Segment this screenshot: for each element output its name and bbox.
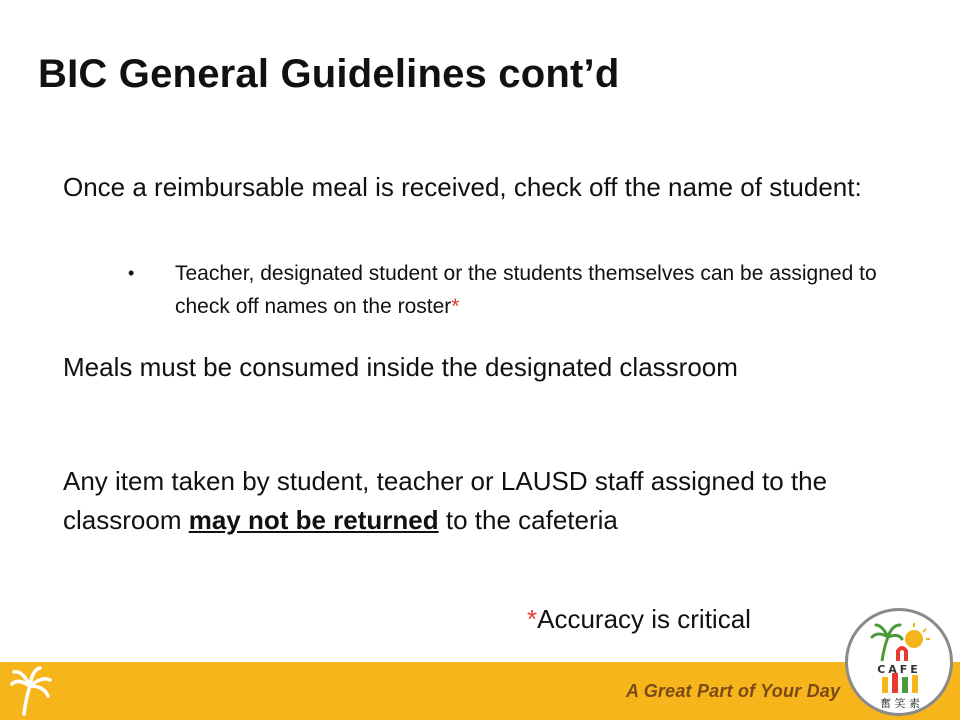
para3-after: to the cafeteria <box>438 505 618 535</box>
logo-cafe-text: CAFE <box>877 663 921 676</box>
bullet-dot: • <box>128 263 135 283</box>
para3-before: Any item taken by student, teacher or LAUSD staff assigned to the classroom <box>63 466 828 535</box>
logo-signature: 奮 笑 素 <box>880 697 920 710</box>
accuracy-asterisk: * <box>527 604 538 634</box>
bullet-list <box>128 257 928 323</box>
asterisk-mark: * <box>451 295 460 318</box>
palm-tree-icon <box>10 666 54 716</box>
paragraph-not-returned <box>63 462 923 540</box>
paragraph-consumed-inside: Meals must be consumed inside the designated classroom <box>63 352 738 382</box>
footer-tagline: A Great Part of Your Day <box>626 681 841 701</box>
slide-title: BIC General Guidelines cont’d <box>38 52 620 96</box>
accuracy-note <box>527 600 751 639</box>
cafe-logo <box>845 608 953 716</box>
paragraph-check-off: Once a reimbursable meal is received, check off the name of student: <box>63 172 862 202</box>
bullet-item-roster <box>128 257 928 323</box>
para3-underlined: may not be returned <box>188 505 439 535</box>
accuracy-text: Accuracy is critical <box>537 604 751 634</box>
bullet-text: Teacher, designated student or the students themselves can be assigned to check off names on the roster <box>175 262 877 318</box>
